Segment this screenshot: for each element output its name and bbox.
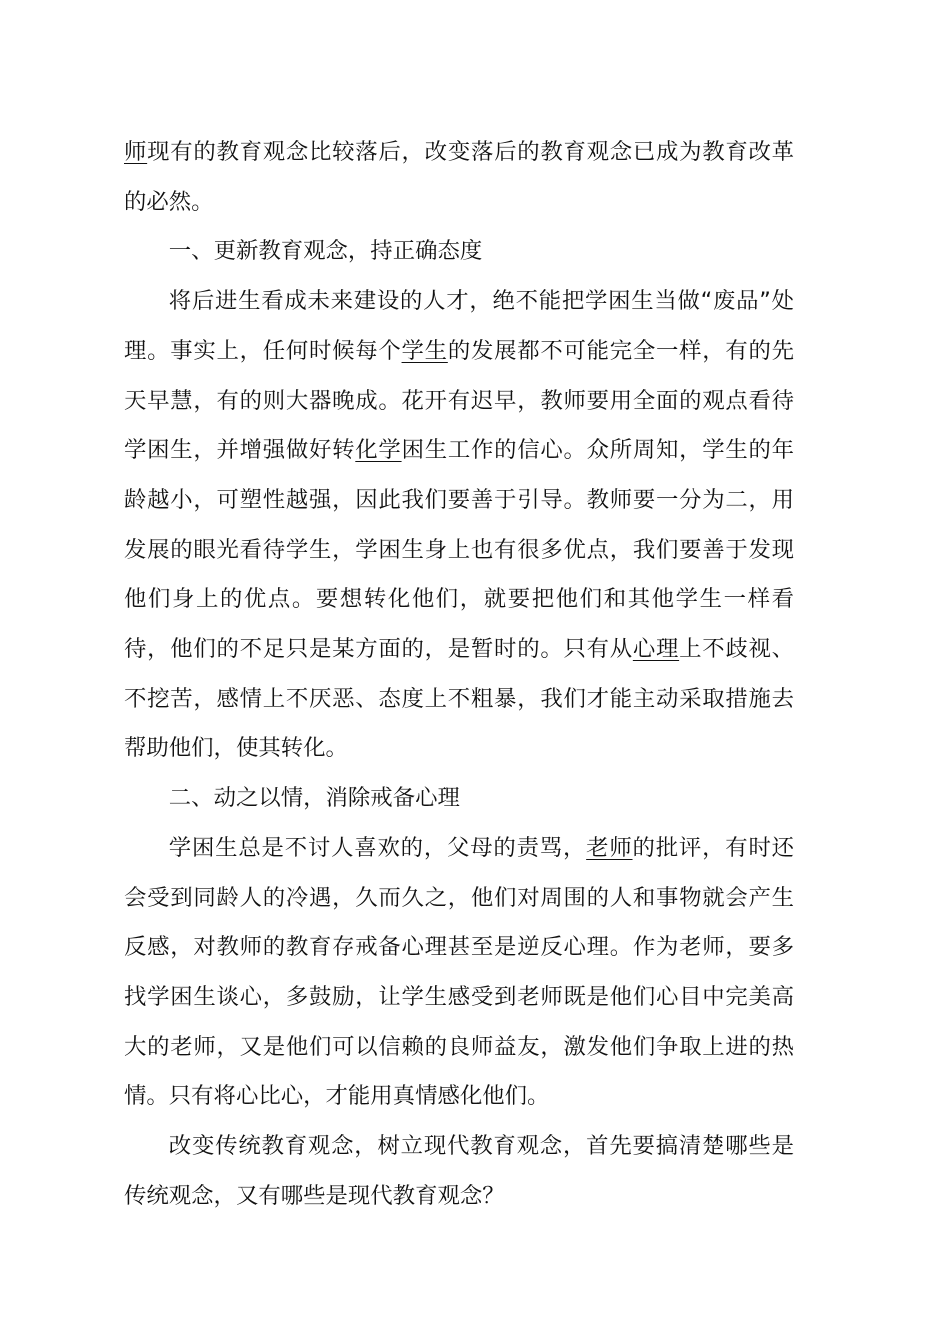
paragraph-section-1: [124, 277, 794, 774]
underlined-term: 化学: [355, 437, 402, 464]
document-body: [124, 128, 794, 1221]
paragraph-text: 将后进生看成未来建设的人才，绝不能把学困生当做“废品”处理。事实上，任何时候每个: [124, 288, 794, 364]
section-heading-1: 一、更新教育观念，持正确态度: [168, 238, 483, 265]
underlined-term: 师: [124, 139, 148, 165]
paragraph-text: 困生工作的信心。众所周知，学生的年龄越小，可塑性越强，因此我们要善于引导。教师要一分为二，用发展的眼光看待学生，学困生身上也有很多优点，我们要善于发现他们身上的优点。要想转化他们，就要把他们和其他学生一样看待，他们的不足只是某方面的，是暂时的。只有从: [124, 437, 795, 663]
paragraph-text: 上不歧视、不挖苦，感情上不厌恶、态度上不粗暴，我们才能主动采取措施去帮助他们，使其转化。: [124, 636, 795, 762]
paragraph-text: 的发展都不可能完全一样，有的先天早慧，有的则大器晚成。花开有迟早，教师要用全面的观点看待学困生，并增强做好转: [124, 337, 795, 464]
paragraph-continuation: [124, 128, 794, 227]
underlined-term: 学生: [401, 337, 448, 364]
paragraph-closing: 改变传统教育观念，树立现代教育观念，首先要搞清楚哪些是传统观念，又有哪些是现代教育观念？: [124, 1133, 794, 1209]
paragraph-text: 的批评，有时还会受到同龄人的冷遇，久而久之，他们对周围的人和事物就会产生反感，对教师的教育存戒备心理甚至是逆反心理。作为老师，要多找学困生谈心，多鼓励，让学生感受到老师既是他们心目中完美高大的老师，又是他们可以信赖的良师益友，激发他们争取上进的热情。只有将心比心，才能用真情感化他们。: [124, 834, 795, 1110]
paragraph-text: 现有的教育观念比较落后，改变落后的教育观念已成为教育改革的必然。: [124, 139, 795, 215]
paragraph-section-2: [124, 824, 794, 1122]
section-heading-2: 二、动之以情，消除戒备心理: [168, 785, 460, 812]
paragraph-text: 学困生总是不讨人喜欢的，父母的责骂，: [168, 834, 587, 861]
underlined-term: 老师: [586, 834, 633, 861]
underlined-term: 心理: [632, 636, 680, 663]
